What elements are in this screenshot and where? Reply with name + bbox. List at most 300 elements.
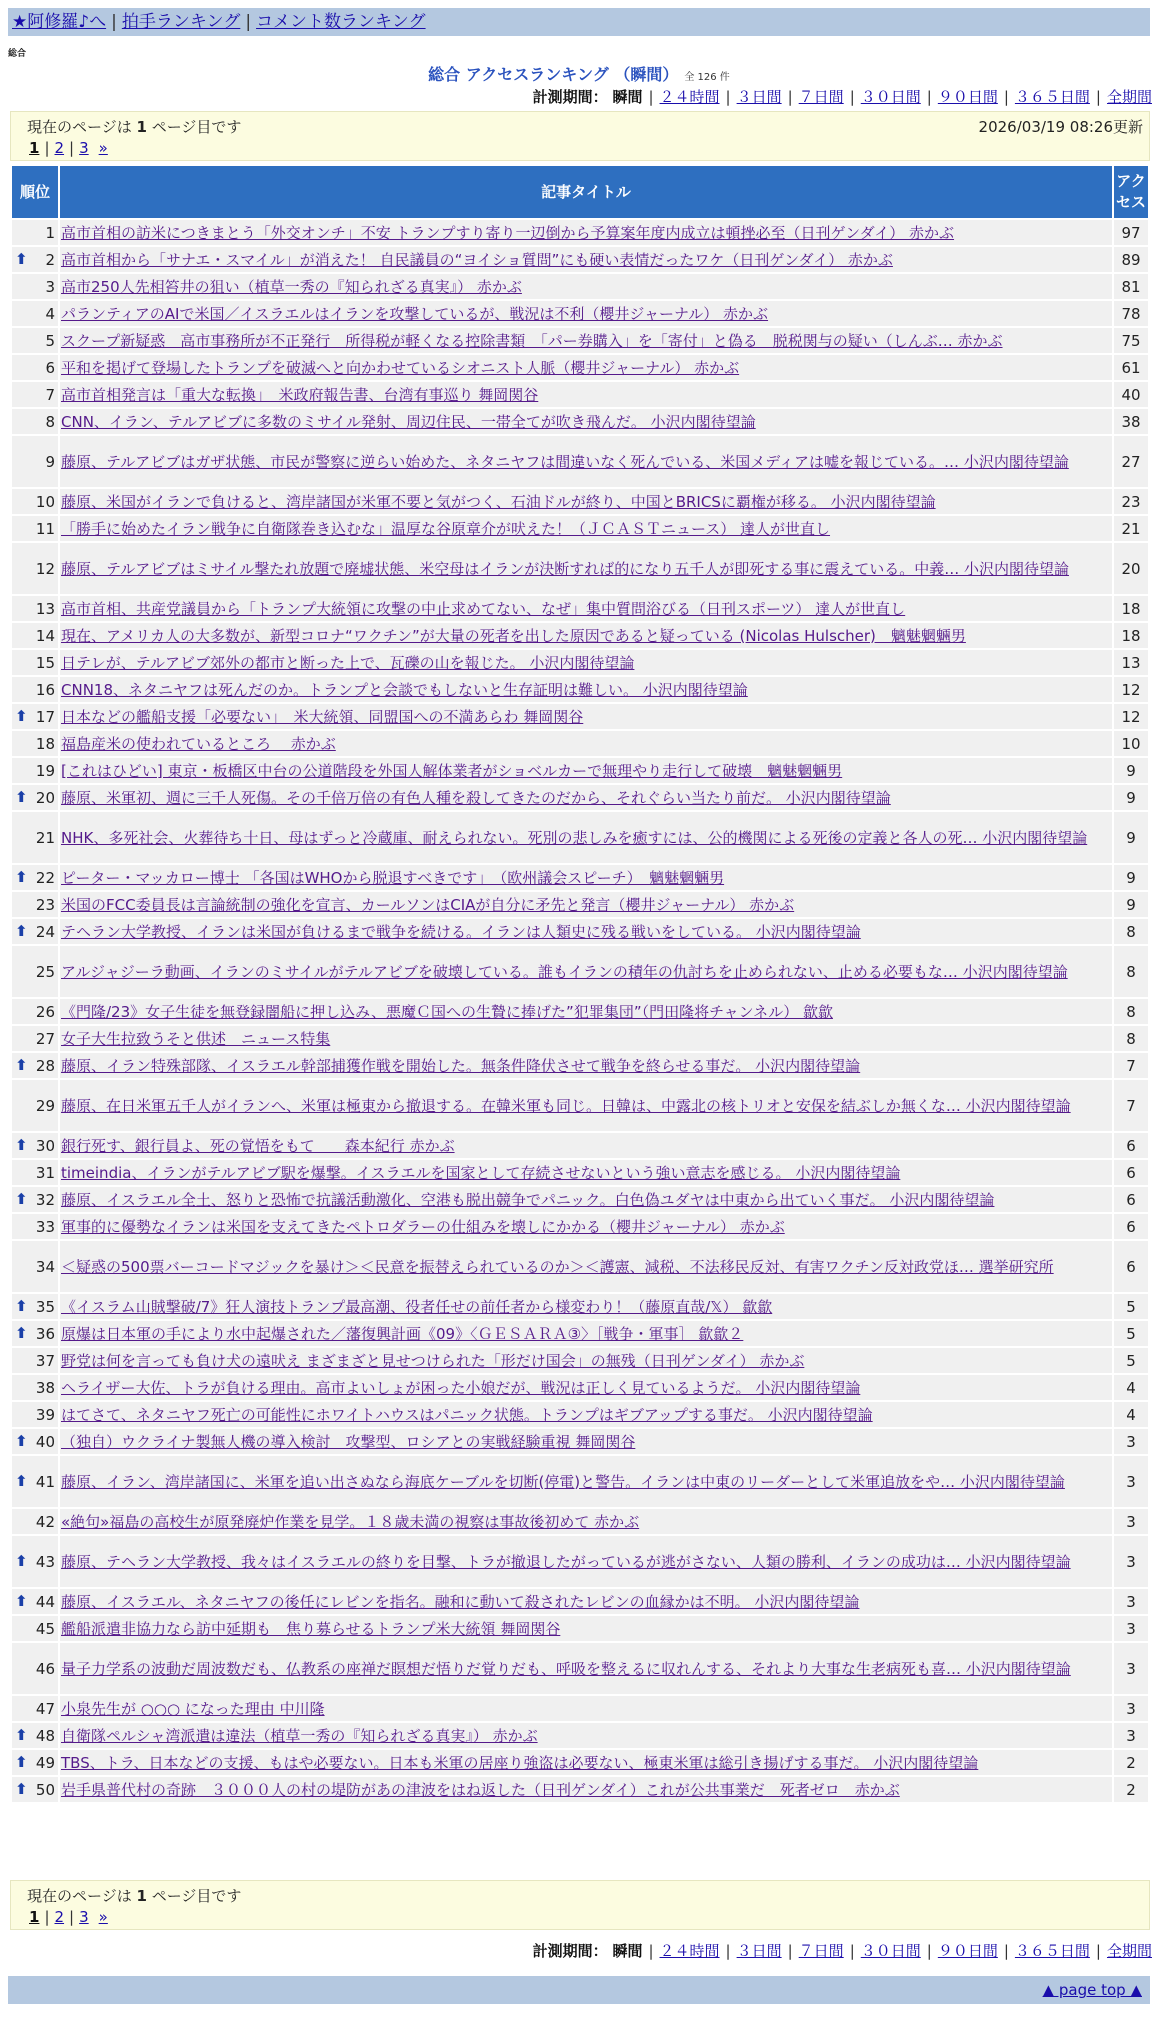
access-count: 20 [1114,543,1148,594]
pager-top [10,111,1150,161]
rank-number: 23 [35,895,55,914]
rank-number: 24 [35,922,55,941]
rank-number: 46 [35,1659,55,1678]
access-count: 61 [1114,355,1148,380]
article-link[interactable]: テヘラン大学教授、イランは米国が負けるまで戦争を続ける。イランは人類史に残る戦いをしている。 小沢内閣待望論 [61,922,861,941]
rank-cell [12,328,58,353]
article-link[interactable]: 《イスラム山賊撃破/7》狂人演技トランプ最高潮、役者任せの前任者から様変わり！（藤原直哉/𝕏） 歙歙 [61,1297,773,1316]
rank-number: 29 [35,1096,55,1115]
article-link[interactable]: 現在、アメリカ人の大多数が、新型コロナ“ワクチン”が大量の死者を出した原因であると疑っている (Nicolas Hulscher) 魑魅魍魎男 [61,626,966,645]
rank-up-arrow-icon: ⬆ [15,1551,28,1570]
article-link[interactable]: [これはひどい] 東京・板橋区中台の公道階段を外国人解体業者がショベルカーで無理やり走行して破壊 魑魅魍魎男 [61,761,843,780]
article-link[interactable]: ＜疑惑の500票バーコードマジックを暴け＞＜民意を振替えられているのか＞＜護憲、減税、不法移民反対、有害ワクチン反対政党ほ… 選挙研究所 [61,1257,1054,1276]
article-link[interactable]: ヘライザー大佐、トラが負ける理由。高市よいしょが困った小娘だが、戦況は正しく見ているようだ。 小沢内閣待望論 [61,1378,861,1397]
table-row [12,436,1148,487]
article-link[interactable]: NHK、多死社会、火葬待ち十日、母はずっと冷蔵庫、耐えられない。死別の悲しみを癒すには、公的機関による死後の定義と各人の死… 小沢内閣待望論 [61,828,1088,847]
title-cell [60,1429,1112,1454]
pager-bottom [10,1880,1150,1930]
ranking-table [10,164,1150,1804]
rank-cell [12,355,58,380]
period-365d[interactable]: ３６５日間 [1014,1942,1090,1960]
page-current: 1 [29,139,40,157]
article-link[interactable]: 高市首相の訪米につきまとう「外交オンチ」不安 トランプすり寄り一辺倒から予算案年度内成立は頓挫必至（日刊ゲンダイ） 赤かぶ [61,223,955,242]
table-row [12,1375,1148,1400]
rank-cell [12,919,58,944]
rank-up-arrow-icon: ⬆ [15,1779,28,1798]
access-count: 38 [1114,409,1148,434]
rank-number: 34 [35,1257,55,1276]
article-link[interactable]: 高市首相発言は「重大な転換」 米政府報告書、台湾有事巡り 舞岡関谷 [61,385,539,404]
rank-up-arrow-icon: ⬆ [15,1752,28,1771]
access-count: 5 [1114,1321,1148,1346]
title-cell [60,301,1112,326]
rank-cell [12,436,58,487]
article-link[interactable]: 福島産米の使われているところ 赤かぶ [61,734,336,753]
access-count: 75 [1114,328,1148,353]
table-row [12,301,1148,326]
rank-number: 10 [35,492,55,511]
article-link[interactable]: 小泉先生が ○○○ になった理由 中川隆 [61,1699,325,1718]
article-link[interactable]: 軍事的に優勢なイランは米国を支えてきたペトロダラーの仕組みを壊しにかかる（櫻井ジャーナル） 赤かぶ [61,1217,785,1236]
title-cell [60,650,1112,675]
article-link[interactable]: 高市250人先相笞井の狙い（植草一秀の『知られざる真実』） 赤かぶ [61,277,522,296]
table-row [12,1241,1148,1292]
rank-number: 6 [45,358,55,377]
title-cell [60,328,1112,353]
period-current: 瞬間 [612,88,643,106]
rank-up-arrow-icon: ⬆ [15,1135,28,1154]
article-link[interactable]: パランティアのAIで米国／イスラエルはイランを攻撃しているが、戦況は不利（櫻井ジャーナル） 赤かぶ [61,304,769,323]
access-count: 9 [1114,785,1148,810]
period-7d[interactable]: ７日間 [798,88,844,106]
rank-cell [12,1777,58,1802]
next-page-link[interactable]: » [98,1908,108,1926]
updated-timestamp: 2026/03/19 08:26更新 [978,118,1143,136]
rank-cell [12,1241,58,1292]
title-cell [60,543,1112,594]
rank-cell [12,1375,58,1400]
table-row [12,704,1148,729]
rank-up-arrow-icon: ⬆ [15,1296,28,1315]
rank-number: 41 [35,1472,55,1491]
title-cell [60,758,1112,783]
article-link[interactable]: CNN18、ネタニヤフは死んだのか。トランプと会談でもしないと生存証明は難しい。 小沢内閣待望論 [61,680,748,699]
table-row [12,919,1148,944]
comment-ranking-link[interactable]: コメント数ランキング [256,12,426,32]
rank-number: 45 [35,1619,55,1638]
title-cell [60,247,1112,272]
table-row [12,220,1148,245]
rank-cell [12,516,58,541]
rank-cell [12,1133,58,1158]
rank-cell [12,1053,58,1078]
rank-number: 39 [35,1405,55,1424]
access-count: 3 [1114,1456,1148,1507]
title-cell [60,1241,1112,1292]
table-row [12,1723,1148,1748]
table-row [12,1133,1148,1158]
article-link[interactable]: （独自）ウクライナ製無人機の導入検討 攻撃型、ロシアとの実戦経験重視 舞岡関谷 [61,1432,636,1451]
article-link[interactable]: ピーター・マッカロー博士 「各国はWHOから脱退すべきです」 （欧州議会スピーチ） 魑魅魍魎男 [61,868,725,887]
table-row [12,1080,1148,1131]
rank-cell [12,1402,58,1427]
table-row [12,865,1148,890]
access-count: 23 [1114,489,1148,514]
table-row [12,650,1148,675]
title-cell [60,1187,1112,1212]
article-link[interactable]: 岩手県普代村の奇跡 ３０００人の村の堤防があの津波をはね返した（日刊ゲンダイ）これが公共事業だ 死者ゼロ 赤かぶ [61,1780,900,1799]
rank-cell [12,489,58,514]
article-link[interactable]: 原爆は日本軍の手により水中起爆された／藩復興計画《09》〈ＧＥＳＡＲＡ③〉［戦争・軍事］ 歙歙２ [61,1324,744,1343]
title-cell [60,274,1112,299]
access-count: 8 [1114,919,1148,944]
period-90d[interactable]: ９０日間 [937,1942,998,1960]
title-cell [60,1696,1112,1721]
access-count: 5 [1114,1294,1148,1319]
access-count: 3 [1114,1616,1148,1641]
title-cell [60,1643,1112,1694]
period-3d[interactable]: ３日間 [736,88,782,106]
table-row [12,999,1148,1024]
access-count: 81 [1114,274,1148,299]
period-label: 計測期間： [532,88,608,106]
access-count: 4 [1114,1375,1148,1400]
page-2-link[interactable]: 2 [54,1908,65,1926]
article-link[interactable]: スクープ新疑惑 高市事務所が不正発行 所得税が軽くなる控除書類 「パー券購入」を「寄付」と偽る 脱税関与の疑い（しんぶ… 赤かぶ [61,331,1003,350]
pagination: 1 | 2 | 3 » [29,1908,108,1926]
article-link[interactable]: 藤原、テルアビブはミサイル撃たれ放題で廃墟状態、米空母はイランが決断すれば的になり五千人が即死する事に震えている。中義… 小沢内閣待望論 [61,559,1069,578]
rank-cell [12,1456,58,1507]
rank-number: 2 [45,250,55,269]
title-cell [60,623,1112,648]
article-link[interactable]: 藤原、在日米軍五千人がイランへ、米軍は極東から撤退する。在韓米軍も同じ。日韓は、中露北の核トリオと安保を結ぶしか無くな… 小沢内閣待望論 [61,1096,1071,1115]
rank-number: 14 [35,626,55,645]
title-cell [60,1214,1112,1239]
rank-cell [12,1026,58,1051]
rank-number: 44 [35,1592,55,1611]
table-row [12,1509,1148,1534]
article-link[interactable]: 自衛隊ペルシャ湾派遣は違法（植草一秀の『知られざる真実』） 赤かぶ [61,1726,538,1745]
table-row [12,1160,1148,1185]
title-cell [60,677,1112,702]
table-row [12,1348,1148,1373]
title-cell [60,1375,1112,1400]
footer-bar [8,1976,1150,2004]
period-365d[interactable]: ３６５日間 [1014,88,1090,106]
article-link[interactable]: 野党は何を言っても負け犬の遠吠え まざまざと見せつけられた「形だけ国会」の無残（日刊ゲンダイ） 赤かぶ [61,1351,805,1370]
table-row [12,1429,1148,1454]
title-cell [60,1321,1112,1346]
rank-number: 30 [35,1136,55,1155]
access-count: 6 [1114,1187,1148,1212]
table-row [12,892,1148,917]
access-count: 9 [1114,892,1148,917]
article-link[interactable]: 藤原、イラン、湾岸諸国に、米軍を追い出さぬなら海底ケーブルを切断(停電)と警告。イランは中東のリーダーとして米軍追放をや… 小沢内閣待望論 [61,1472,1065,1491]
title-cell [60,1294,1112,1319]
next-page-link[interactable]: » [98,139,108,157]
access-header: アクセス [1114,166,1148,218]
table-row [12,516,1148,541]
rank-number: 36 [35,1324,55,1343]
rank-number: 22 [35,868,55,887]
period-90d[interactable]: ９０日間 [937,88,998,106]
access-count: 89 [1114,247,1148,272]
access-count: 12 [1114,677,1148,702]
rank-number: 27 [35,1029,55,1048]
access-count: 6 [1114,1241,1148,1292]
title-cell [60,409,1112,434]
rank-cell [12,731,58,756]
article-link[interactable]: 藤原、米国がイランで負けると、湾岸諸国が米軍不要と気がつく、石油ドルが終り、中国とBRICSに覇権が移る。 小沢内閣待望論 [61,492,936,511]
period-label: 計測期間： [532,1942,608,1960]
article-link[interactable]: TBS、トラ、日本などの支援、もはや必要ない。日本も米軍の居座り強盗は必要ない、極東米軍は総引き揚げする事だ。 小沢内閣待望論 [61,1753,979,1772]
period-selector-top: 計測期間： 瞬間 | ２４時間 | ３日間 | ７日間 | ３０日間 | ９０日間 | ３６５日間 | 全期間 [532,88,1152,106]
title-cell [60,865,1112,890]
rank-number: 16 [35,680,55,699]
article-link[interactable]: 平和を掲げて登場したトランプを破滅へと向かわせているシオニスト人脈（櫻井ジャーナル） 赤かぶ [61,358,740,377]
title-cell [60,489,1112,514]
article-link[interactable]: CNN、イラン、テルアビブに多数のミサイル発射、周辺住民、一帯全てが吹き飛んだ。 小沢内閣待望論 [61,412,756,431]
article-link[interactable]: 《門隆/23》女子生徒を無登録闇船に押し込み、悪魔Ｃ国への生贄に捧げた”犯罪集団”（門田隆将チャンネル） 歙歙 [61,1002,833,1021]
rank-cell [12,758,58,783]
table-row [12,1643,1148,1694]
rank-up-arrow-icon: ⬆ [15,249,28,268]
article-link[interactable]: 高市首相、共産党議員から「トランプ大統領に攻撃の中止求めてない、なぜ」集中質問浴びる（日刊スポーツ） 達人が世直し [61,599,906,618]
rank-cell [12,1750,58,1775]
rank-up-arrow-icon: ⬆ [15,1189,28,1208]
nav-separator: | [111,12,117,32]
title-cell [60,596,1112,621]
rank-number: 33 [35,1217,55,1236]
rank-up-arrow-icon: ⬆ [15,706,28,725]
access-count: 3 [1114,1509,1148,1534]
table-row [12,247,1148,272]
article-link[interactable]: 日テレが、テルアビブ郊外の都市と断った上で、瓦礫の山を報じた。 小沢内閣待望論 [61,653,635,672]
rank-number: 12 [35,559,55,578]
ranking-title: 総合 アクセスランキング （瞬間） [428,65,679,84]
table-row [12,1294,1148,1319]
rank-cell [12,1616,58,1641]
rank-number: 35 [35,1297,55,1316]
title-cell [60,1080,1112,1131]
access-count: 3 [1114,1429,1148,1454]
table-row [12,1321,1148,1346]
table-row [12,1616,1148,1641]
access-count: 4 [1114,1402,1148,1427]
page-3-link[interactable]: 3 [79,1908,89,1926]
access-count: 9 [1114,865,1148,890]
table-row [12,946,1148,997]
title-cell [60,946,1112,997]
page-info: 現在のページは 1 ページ目です [27,118,242,136]
title-cell [60,785,1112,810]
table-row [12,328,1148,353]
access-count: 6 [1114,1214,1148,1239]
article-link[interactable]: 藤原、イラン特殊部隊、イスラエル幹部捕獲作戦を開始した。無条件降伏させて戦争を終らせる事だ。 小沢内閣待望論 [61,1056,861,1075]
table-row [12,382,1148,407]
article-link[interactable]: 藤原、テヘラン大学教授、我々はイスラエルの終りを目撃、トラが撤退したがっているが逃がさない、人類の勝利、イランの成功は… 小沢内閣待望論 [61,1552,1071,1571]
rank-cell [12,274,58,299]
rank-cell [12,1348,58,1373]
table-row [12,812,1148,863]
table-row [12,409,1148,434]
title-cell [60,1750,1112,1775]
article-link[interactable]: 銀行死す、銀行員よ、死の覚悟をもて 森本紀行 赤かぶ [61,1136,455,1155]
table-row [12,1536,1148,1587]
access-count: 7 [1114,1053,1148,1078]
period-3d[interactable]: ３日間 [736,1942,782,1960]
period-30d[interactable]: ３０日間 [860,88,921,106]
title-cell [60,919,1112,944]
rank-cell [12,220,58,245]
rank-up-arrow-icon: ⬆ [15,787,28,806]
rank-cell [12,785,58,810]
access-count: 21 [1114,516,1148,541]
access-count: 40 [1114,382,1148,407]
period-all[interactable]: 全期間 [1106,88,1152,106]
ranking-body [12,220,1148,1802]
title-cell [60,516,1112,541]
rank-cell [12,865,58,890]
page-2-link[interactable]: 2 [54,139,65,157]
table-row [12,543,1148,594]
article-link[interactable]: 量子力学系の波動だ周波数だも、仏教系の座禅だ瞑想だ悟りだ覚りだも、呼吸を整えるに収れんする、それより大事な生老病死も喜… 小沢内閣待望論 [61,1659,1071,1678]
rank-number: 42 [35,1512,55,1531]
applause-ranking-link[interactable]: 拍手ランキング [121,12,241,32]
access-count: 3 [1114,1589,1148,1614]
rank-number: 13 [35,599,55,618]
rank-number: 38 [35,1378,55,1397]
access-count: 3 [1114,1643,1148,1694]
rank-cell [12,704,58,729]
table-row [12,1026,1148,1051]
table-row [12,489,1148,514]
period-24h[interactable]: ２４時間 [659,1942,720,1960]
rank-cell [12,1509,58,1534]
title-cell [60,1616,1112,1641]
page-current: 1 [29,1908,40,1926]
rank-number: 19 [35,761,55,780]
table-row [12,1777,1148,1802]
article-link[interactable]: 女子大生拉致うそと供述 ニュース特集 [61,1029,331,1048]
access-count: 9 [1114,758,1148,783]
rank-number: 32 [35,1190,55,1209]
article-link[interactable]: 藤原、米軍初、週に三千人死傷。その千倍万倍の有色人種を殺してきたのだから、それぐらい当たり前だ。 小沢内閣待望論 [61,788,891,807]
rank-number: 47 [35,1699,55,1718]
access-count: 3 [1114,1536,1148,1587]
article-link[interactable]: 藤原、イスラエル全土、怒りと恐怖で抗議活動激化、空港も脱出競争でパニック。白色偽ユダヤは中東から出ていく事だ。 小沢内閣待望論 [61,1190,995,1209]
table-row [12,677,1148,702]
article-link[interactable]: 米国のFCC委員長は言論統制の強化を宣言、カールソンはCIAが自分に矛先と発言（櫻井ジャーナル） 赤かぶ [61,895,795,914]
rank-cell [12,1214,58,1239]
title-cell [60,1402,1112,1427]
rank-cell [12,999,58,1024]
access-count: 6 [1114,1133,1148,1158]
rank-cell [12,301,58,326]
article-link[interactable]: アルジャジーラ動画、イランのミサイルがテルアビブを破壊している。誰もイランの積年の仇討ちを止められない、止める必要もな… 小沢内閣待望論 [61,962,1068,981]
access-count: 97 [1114,220,1148,245]
rank-cell [12,1536,58,1587]
table-row [12,1696,1148,1721]
table-row [12,1456,1148,1507]
article-link[interactable]: 「勝手に始めたイラン戦争に自衛隊巻き込むな」温厚な谷原章介が吠えた！（ＪＣＡＳＴニュース） 達人が世直し [61,519,831,538]
rank-up-arrow-icon: ⬆ [15,867,28,886]
title-cell [60,1026,1112,1051]
title-cell [60,704,1112,729]
rank-cell [12,1429,58,1454]
article-link[interactable]: 艦船派遣非協力なら訪中延期も 焦り募らせるトランプ米大統領 舞岡関谷 [61,1619,561,1638]
access-count: 2 [1114,1777,1148,1802]
period-selector-bottom: 計測期間： 瞬間 | ２４時間 | ３日間 | ７日間 | ３０日間 | ９０日間 | ３６５日間 | 全期間 [532,1942,1152,1960]
page-3-link[interactable]: 3 [79,139,89,157]
title-cell [60,355,1112,380]
rank-up-arrow-icon: ⬆ [15,1591,28,1610]
table-row [12,596,1148,621]
access-count: 2 [1114,1750,1148,1775]
article-link[interactable]: 高市首相から「サナエ・スマイル」が消えた！ 自民議員の“ヨイショ質問”にも硬い表情だったワケ（日刊ゲンダイ） 赤かぶ [61,250,893,269]
access-count: 12 [1114,704,1148,729]
title-cell [60,1589,1112,1614]
access-count: 9 [1114,812,1148,863]
rank-cell [12,1321,58,1346]
table-row [12,1750,1148,1775]
table-row [12,731,1148,756]
page-top-link[interactable]: ▲ page top ▲ [1042,1981,1142,1999]
period-24h[interactable]: ２４時間 [659,88,720,106]
rank-number: 50 [35,1780,55,1799]
rank-up-arrow-icon: ⬆ [15,921,28,940]
rank-up-arrow-icon: ⬆ [15,1431,28,1450]
rank-cell [12,596,58,621]
rank-header: 順位 [12,166,58,218]
rank-up-arrow-icon: ⬆ [15,1725,28,1744]
period-7d[interactable]: ７日間 [798,1942,844,1960]
article-link[interactable]: timeindia、イランがテルアビブ駅を爆撃。イスラエルを国家として存続させないという強い意志を感じる。 小沢内閣待望論 [61,1163,901,1182]
rank-cell [12,1294,58,1319]
rank-number: 31 [35,1163,55,1182]
title-cell [60,436,1112,487]
access-count: 10 [1114,731,1148,756]
rank-cell [12,892,58,917]
rank-number: 11 [35,519,55,538]
title-cell [60,1133,1112,1158]
article-link[interactable]: 藤原、テルアビブはガザ状態、市民が警察に逆らい始めた、ネタニヤフは間違いなく死んでいる、米国メディアは嘘を報じている。… 小沢内閣待望論 [61,452,1069,471]
access-count: 3 [1114,1696,1148,1721]
article-link[interactable]: はてさて、ネタニヤフ死亡の可能性にホワイトハウスはパニック状態。トランプはギブアップする事だ。 小沢内閣待望論 [61,1405,873,1424]
article-link[interactable]: «絶句»福島の高校生が原発廃炉作業を見学。１８歳未満の視察は事故後初めて 赤かぶ [61,1512,640,1531]
article-link[interactable]: 藤原、イスラエル、ネタニヤフの後任にレビンを指名。融和に動いて殺されたレビンの血縁かは不明。 小沢内閣待望論 [61,1592,860,1611]
article-link[interactable]: 日本などの艦船支援「必要ない」 米大統領、同盟国への不満あらわ 舞岡関谷 [61,707,584,726]
period-current: 瞬間 [612,1942,643,1960]
table-row [12,1214,1148,1239]
title-cell [60,1777,1112,1802]
access-count: 27 [1114,436,1148,487]
rank-cell [12,1589,58,1614]
period-30d[interactable]: ３０日間 [860,1942,921,1960]
pagination: 1 | 2 | 3 » [29,139,108,157]
table-row [12,1589,1148,1614]
rank-cell [12,812,58,863]
rank-number: 48 [35,1726,55,1745]
home-link[interactable]: ★阿修羅♪へ [12,12,107,32]
rank-cell [12,543,58,594]
rank-number: 28 [35,1056,55,1075]
title-cell [60,1053,1112,1078]
period-all[interactable]: 全期間 [1106,1942,1152,1960]
title-cell [60,731,1112,756]
total-count: 全 126 件 [684,72,730,83]
rank-number: 40 [35,1432,55,1451]
